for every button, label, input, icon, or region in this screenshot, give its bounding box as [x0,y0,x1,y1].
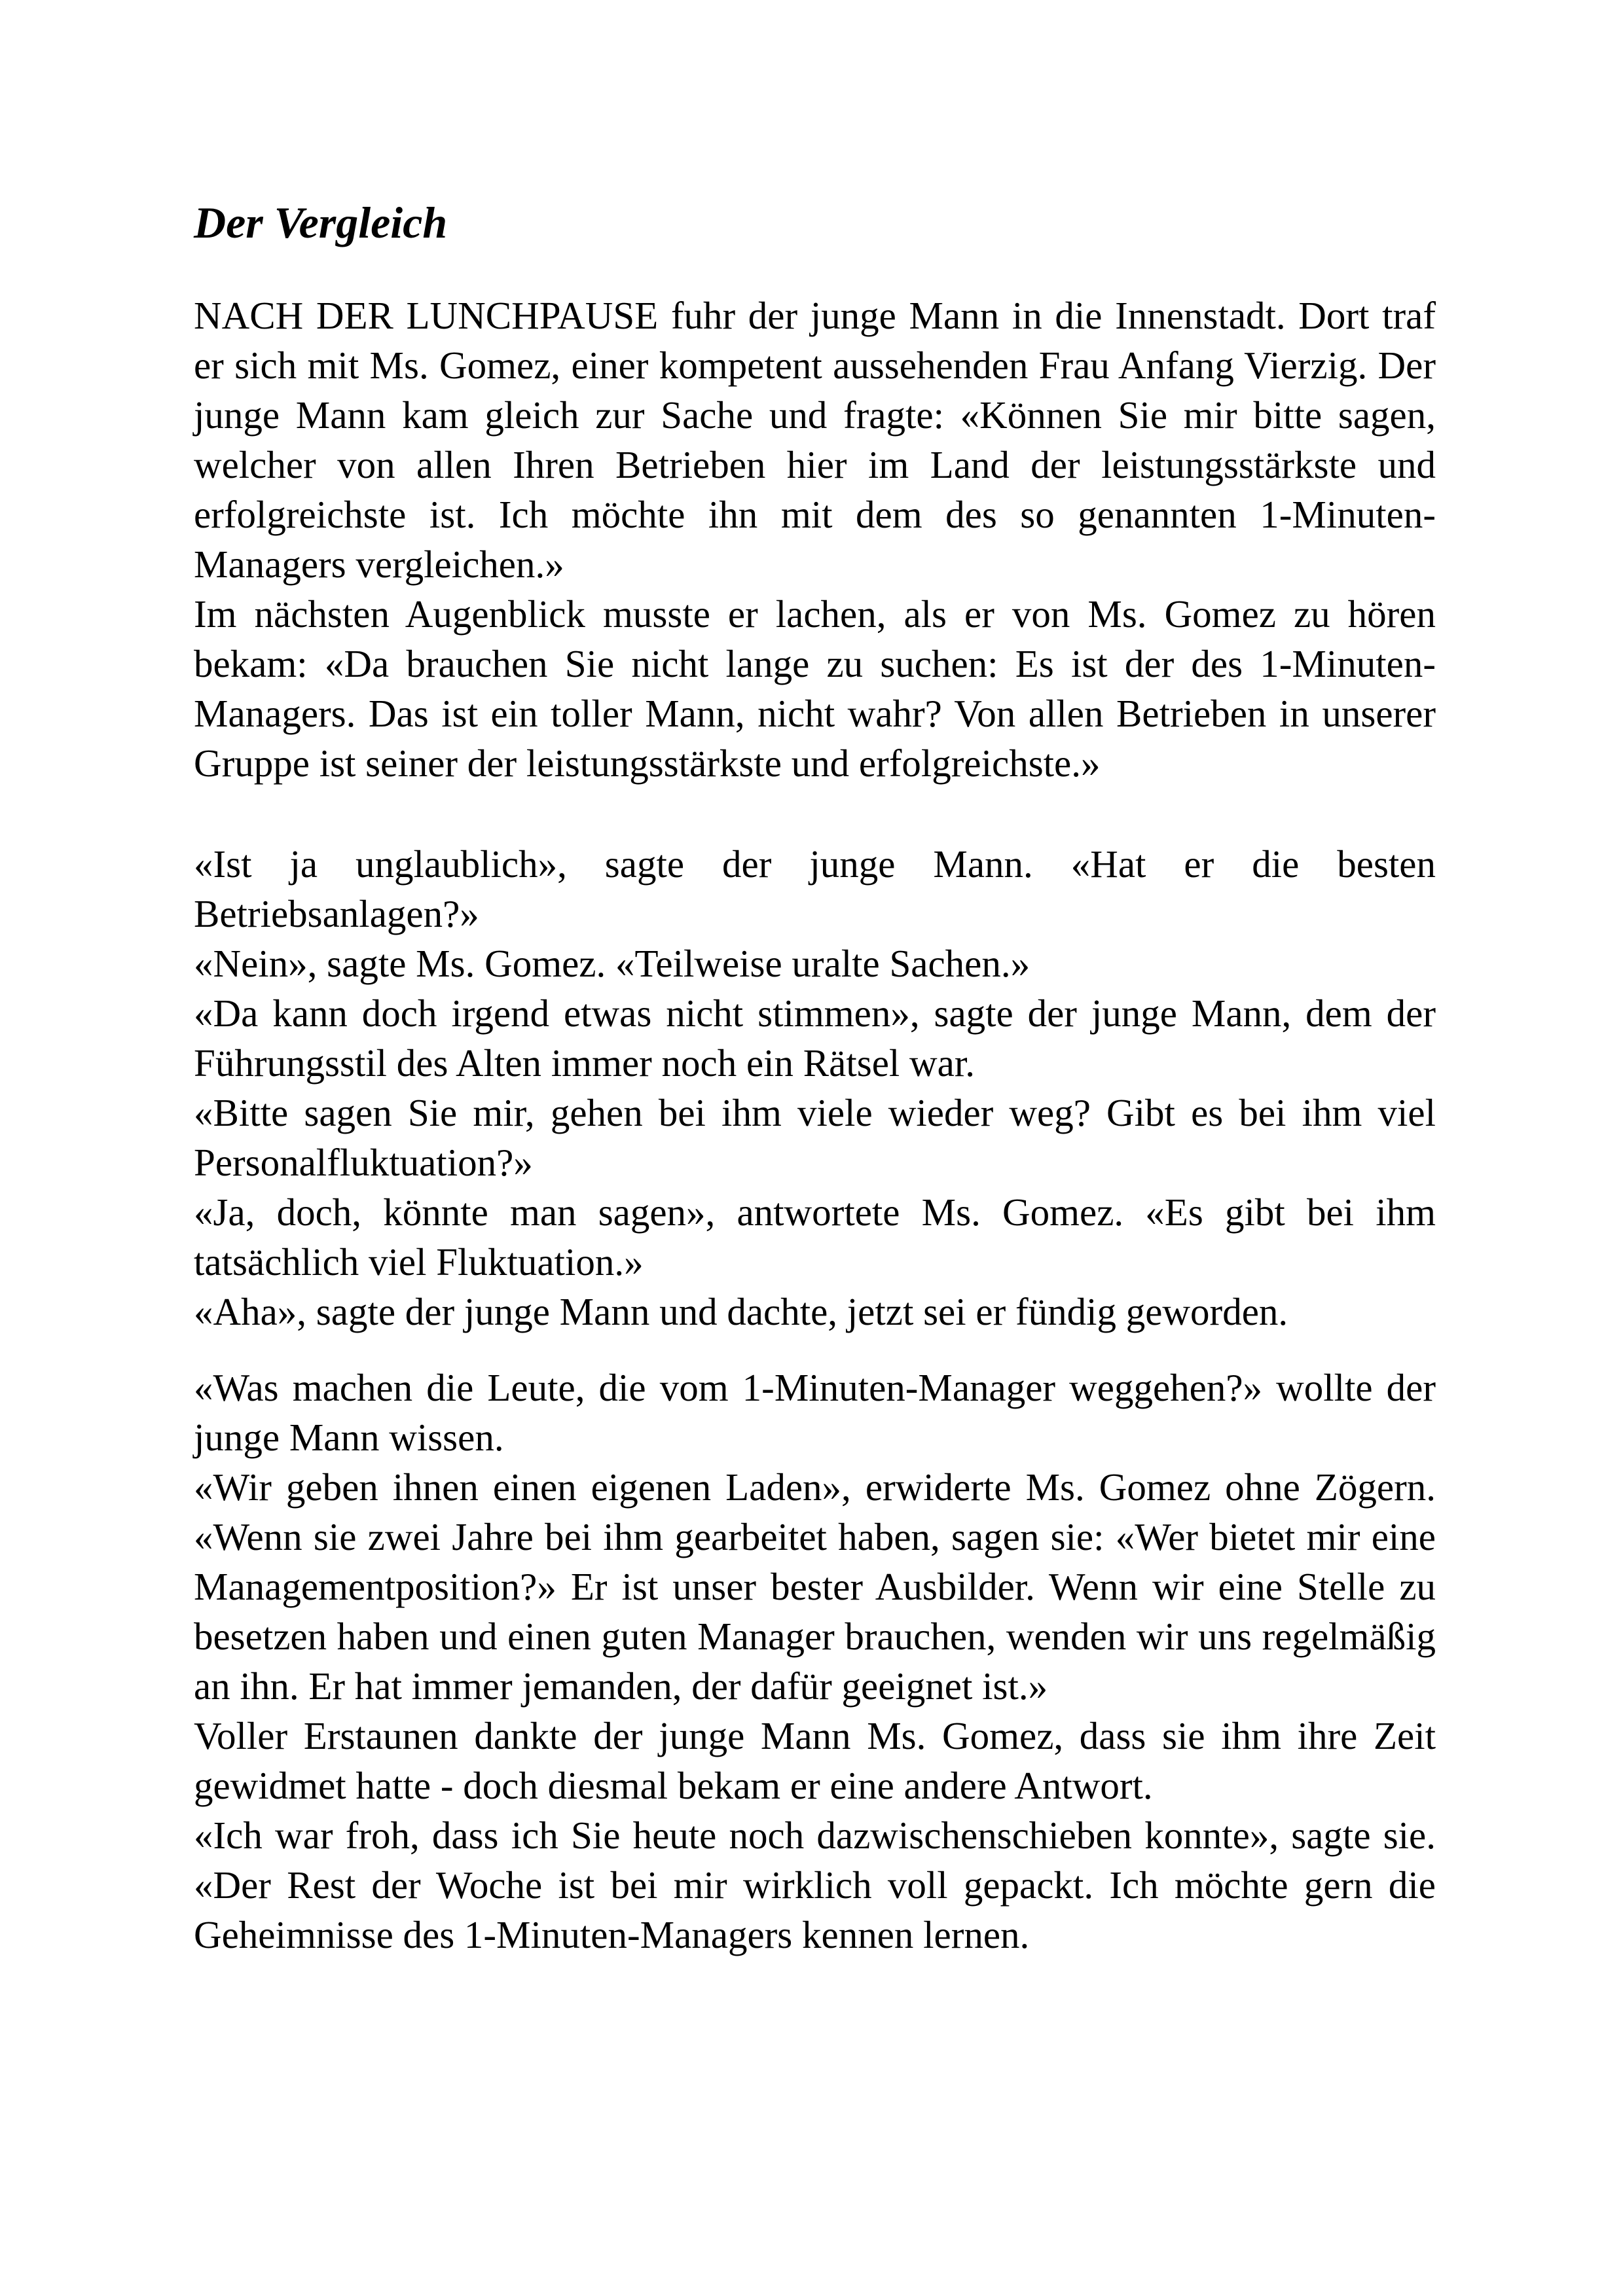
paragraph: «Nein», sagte Ms. Gomez. «Teilweise uralte Sachen.» [194,942,1030,985]
paragraph: «Aha», sagte der junge Mann und dachte, jetzt sei er fündig geworden. [194,1290,1288,1333]
paragraph: NACH DER LUNCHPAUSE fuhr der junge Mann in die Innenstadt. Dort traf er sich mit Ms. Gomez, einer kompetent aussehenden Frau Anfang Vierzig. Der junge Mann kam gleich zur Sache und fragte: «Können Sie mir bitte sagen, welcher von allen Ihren Betrieben hier im Land der leistungsstärkste und erfolgreichste ist. Ich möchte ihn mit dem des so genannten 1-Minuten-Managers vergleichen.» [194,294,1436,586]
paragraph: «Ja, doch, könnte man sagen», antwortete Ms. Gomez. «Es gibt bei ihm tatsächlich viel Fluktuation.» [194,1191,1436,1283]
paragraph: «Bitte sagen Sie mir, gehen bei ihm viele wieder weg? Gibt es bei ihm viel Personalfluktuation?» [194,1091,1436,1184]
paragraph: «Ist ja unglaublich», sagte der junge Mann. «Hat er die besten Betriebsanlagen?» [194,842,1436,935]
document-page [194,194,1436,1960]
paragraph: «Wir geben ihnen einen eigenen Laden», erwiderte Ms. Gomez ohne Zögern. «Wenn sie zwei Jahre bei ihm gearbeitet haben, sagen sie: «Wer bietet mir eine Managementposition?» Er ist unser bester Ausbilder. Wenn wir eine Stelle zu besetzen haben und einen guten Manager brauchen, wenden wir uns regelmäßig an ihn. Er hat immer jemanden, der dafür geeignet ist.» [194,1465,1436,1708]
paragraph: «Da kann doch irgend etwas nicht stimmen», sagte der junge Mann, dem der Führungsstil des Alten immer noch ein Rätsel war. [194,992,1436,1085]
paragraph: «Was machen die Leute, die vom 1-Minuten-Manager weggehen?» wollte der junge Mann wissen. [194,1366,1436,1459]
page-title: Der Vergleich [194,198,448,247]
paragraph: Voller Erstaunen dankte der junge Mann Ms. Gomez, dass sie ihm ihre Zeit gewidmet hatte - doch diesmal bekam er eine andere Antwort. [194,1714,1436,1807]
paragraph: Im nächsten Augenblick musste er lachen, als er von Ms. Gomez zu hören bekam: «Da brauchen Sie nicht lange zu suchen: Es ist der des 1-Minuten-Managers. Das ist ein toller Mann, nicht wahr? Von allen Betrieben in unserer Gruppe ist seiner der leistungsstärkste und erfolgreichste.» [194,592,1436,785]
paragraph: «Ich war froh, dass ich Sie heute noch dazwischenschieben konnte», sagte sie. «Der Rest der Woche ist bei mir wirklich voll gepackt. Ich möchte gern die Geheimnisse des 1-Minuten-Managers kennen lernen. [194,1814,1436,1956]
